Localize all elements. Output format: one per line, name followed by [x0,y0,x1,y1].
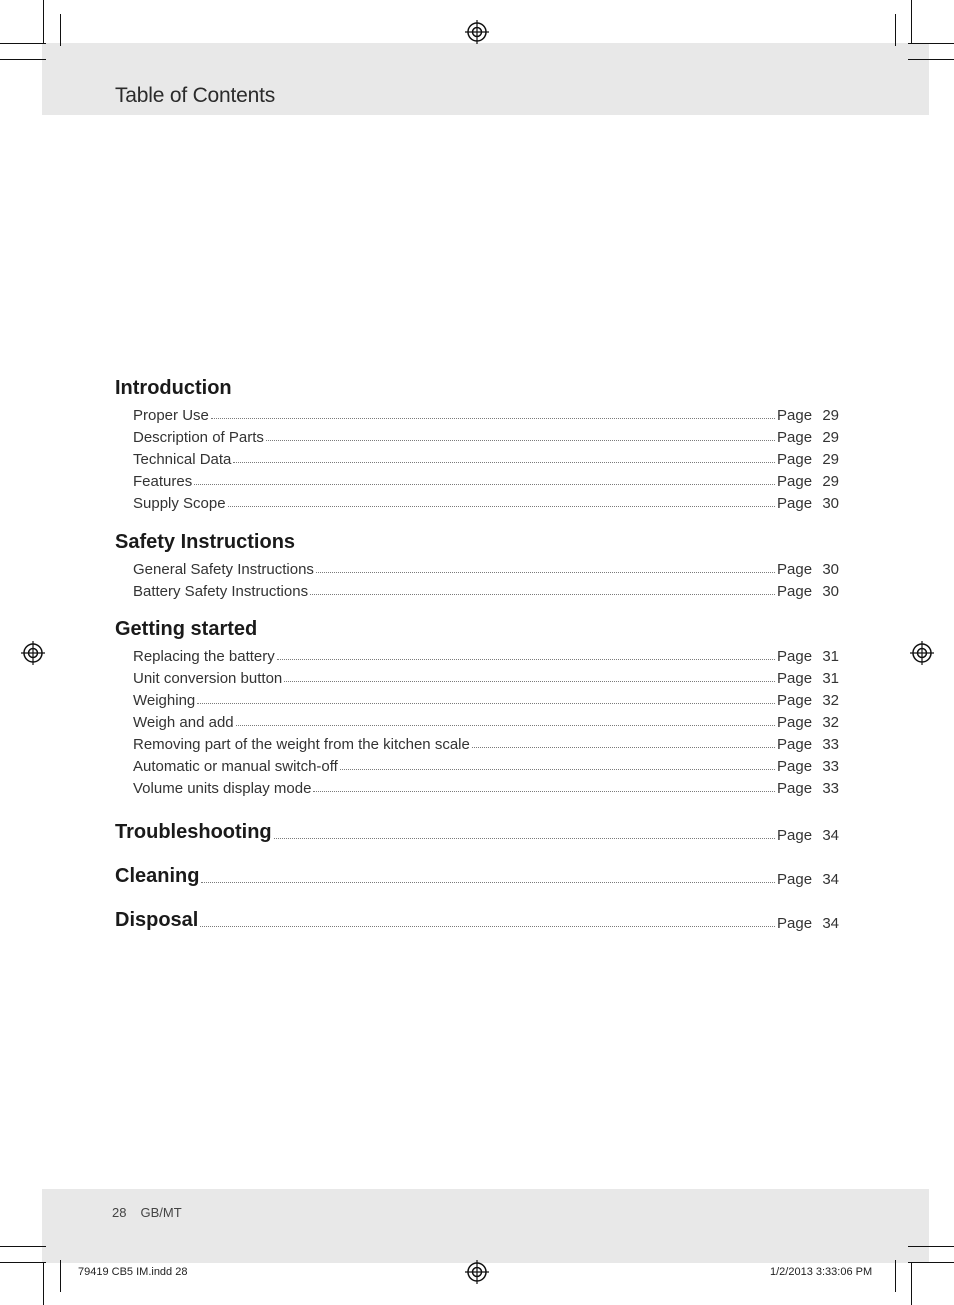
toc-entry-label: Weigh and add [133,714,234,731]
toc-entry-label: Troubleshooting [115,821,272,843]
toc-entry-page: Page 29 [777,473,839,490]
toc-entry-label: Replacing the battery [133,648,275,665]
dot-leader [197,703,775,704]
toc-entry-label: Weighing [133,692,196,709]
crop-mark [60,1260,61,1292]
toc-entry [133,468,839,490]
toc-entry [133,402,839,424]
registration-mark-icon [910,641,934,665]
slug-filename: 79419 CB5 IM.indd 28 [78,1266,188,1278]
dot-leader [236,725,775,726]
toc-entry-page: Page 34 [777,871,839,888]
toc-entry-page: Page 30 [777,495,839,512]
toc-entry-label: Battery Safety Instructions [133,583,309,600]
toc-entry [133,424,839,446]
crop-mark [60,14,61,46]
toc-entry [133,687,839,709]
toc-entry-label: General Safety Instructions [133,561,314,578]
section-heading-introduction: Introduction [115,377,232,399]
toc-entry-label: Supply Scope [133,495,226,512]
toc-entry-page: Page 30 [777,583,839,600]
region-code: GB/MT [140,1205,182,1220]
crop-mark [895,14,896,46]
toc-entry-page: Page 29 [777,451,839,468]
page-number: 28 [112,1205,127,1220]
toc-entry-page: Page 29 [777,407,839,424]
toc-entry-page: Page 29 [777,429,839,446]
dot-leader [340,769,775,770]
dot-leader [200,926,775,927]
page-title: Table of Contents [115,84,276,107]
toc-entry-label: Disposal [115,909,199,931]
toc-entry-page: Page 31 [777,670,839,687]
crop-mark [0,1246,46,1247]
dot-leader [201,882,775,883]
toc-entry-label: Technical Data [133,451,232,468]
crop-mark [0,59,46,60]
toc-entry [133,446,839,468]
toc-entry [133,578,839,600]
dot-leader [472,747,775,748]
crop-mark [43,1262,44,1305]
toc-entry [133,490,839,512]
toc-entry-label: Automatic or manual switch-off [133,758,338,775]
toc-entry-page: Page 34 [777,915,839,932]
dot-leader [211,418,775,419]
dot-leader [310,594,775,595]
crop-mark [0,43,46,44]
toc-entry [133,643,839,665]
toc-entry [133,753,839,775]
crop-mark [0,1262,46,1263]
toc-entry-label: Description of Parts [133,429,264,446]
toc-entry-page: Page 33 [777,780,839,797]
toc-entry-page: Page 30 [777,561,839,578]
dot-leader [194,484,775,485]
dot-leader [313,791,775,792]
dot-leader [274,838,775,839]
toc-entry [133,556,839,578]
toc-entry [133,731,839,753]
section-heading-getting-started: Getting started [115,618,258,640]
toc-entry-page: Page 33 [777,758,839,775]
crop-mark [908,1246,954,1247]
toc-entry-page: Page 31 [777,648,839,665]
toc-entry-page: Page 34 [777,827,839,844]
crop-mark [911,0,912,43]
dot-leader [277,659,775,660]
section-heading-safety: Safety Instructions [115,531,296,553]
dot-leader [316,572,775,573]
registration-mark-icon [465,1260,489,1284]
dot-leader [266,440,775,441]
toc-entry-page: Page 33 [777,736,839,753]
crop-mark [895,1260,896,1292]
toc-entry [133,775,839,797]
toc-entry-page: Page 32 [777,714,839,731]
toc-entry-label: Features [133,473,193,490]
toc-entry-disposal [115,904,839,932]
footer-page-info [112,1205,196,1220]
toc-entry-cleaning [115,860,839,888]
registration-mark-icon [21,641,45,665]
toc-entry [133,709,839,731]
footer-band [42,1189,929,1263]
dot-leader [233,462,775,463]
toc-entry-page: Page 32 [777,692,839,709]
slug-timestamp: 1/2/2013 3:33:06 PM [770,1266,873,1278]
dot-leader [284,681,775,682]
toc-entry-label: Volume units display mode [133,780,312,797]
toc-entry-label: Cleaning [115,865,200,887]
toc-entry-troubleshooting [115,816,839,844]
crop-mark [908,1262,954,1263]
crop-mark [908,59,954,60]
toc-entry [133,665,839,687]
dot-leader [228,506,775,507]
crop-mark [911,1262,912,1305]
toc-entry-label: Proper Use [133,407,209,424]
registration-mark-icon [465,20,489,44]
toc-entry-label: Removing part of the weight from the kitchen scale [133,736,470,753]
crop-mark [908,43,954,44]
toc-entry-label: Unit conversion button [133,670,283,687]
crop-mark [43,0,44,43]
